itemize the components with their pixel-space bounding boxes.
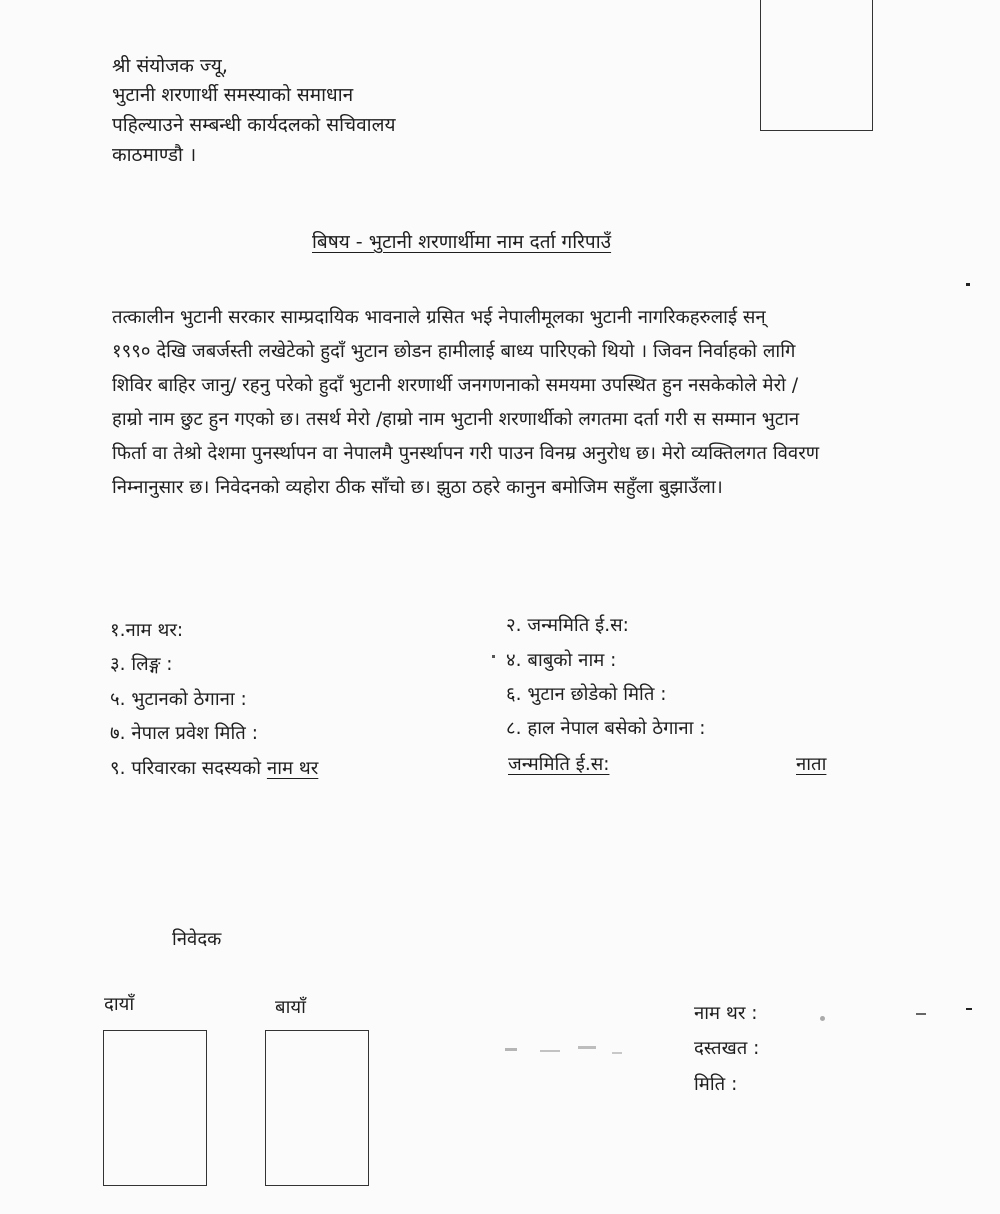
left-thumbprint-box: [265, 1030, 369, 1186]
field-nepal-address: ८. हाल नेपाल बसेको ठेगाना :: [506, 718, 706, 739]
field-father-name: ४. बाबुको नाम :: [506, 650, 617, 671]
scan-speck: [612, 1052, 622, 1054]
body-line: फिर्ता वा तेश्रो देशमा पुनर्स्थापन वा नेपालमै पुनर्स्थापन गरी पाउन विनम्र अनुरोध छ। मेरो व्यक्तिलगत विवरण: [112, 443, 820, 464]
right-thumb-label: दायाँ: [104, 994, 135, 1015]
scan-speck: [540, 1050, 560, 1052]
photo-box: [760, 0, 873, 131]
body-line: हाम्रो नाम छुट हुन गएको छ। तसर्थ मेरो /हाम्रो नाम भुटानी शरणार्थीको लगतमा दर्ता गरी स सम्मान भुटान: [112, 409, 800, 430]
family-name-column: नाम थर: [266, 758, 319, 779]
address-line-3: पहिल्याउने सम्बन्धी कार्यदलको सचिवालय: [112, 114, 396, 136]
scan-speck: [966, 283, 970, 286]
left-thumb-label: बायाँ: [275, 997, 306, 1018]
signature-label: दस्तखत :: [694, 1038, 760, 1059]
scan-speck: [966, 1008, 972, 1010]
field-gender: ३. लिङ्ग :: [110, 654, 173, 675]
body-line: निम्नानुसार छ। निवेदनको व्यहोरा ठीक साँचो छ। झुठा ठहरे कानुन बमोजिम सहुँला बुझाउँला।: [112, 477, 723, 498]
scan-speck: [578, 1046, 596, 1049]
applicant-name-label: नाम थर :: [694, 1003, 758, 1024]
field-left-bhutan-date: ६. भुटान छोडेको मिति :: [506, 684, 667, 705]
field-nepal-entry-date: ७. नेपाल प्रवेश मिति :: [110, 723, 258, 744]
scan-speck: [820, 1016, 825, 1021]
body-line: १९९० देखि जबर्जस्ती लखेटेको हुदाँ भुटान छोडन हामीलाई बाध्य पारिएको थियो । जिवन निर्वाहको लागि: [112, 341, 796, 362]
scan-speck: [492, 655, 495, 658]
applicant-label: निवेदक: [172, 929, 222, 950]
address-line-1: श्री संयोजक ज्यू,: [112, 55, 228, 77]
right-thumbprint-box: [103, 1030, 207, 1186]
address-line-4: काठमाण्डौ ।: [112, 144, 197, 166]
field-name: १.नाम थर:: [110, 620, 184, 641]
body-line: शिविर बाहिर जानु/ रहनु परेको हुदाँ भुटानी शरणार्थी जनगणनाको समयमा उपस्थित हुन नसकेकोले मेरो /: [112, 375, 799, 396]
address-line-2: भुटानी शरणार्थी समस्याको समाधान: [112, 84, 354, 106]
field-family-members: [110, 755, 318, 780]
family-relation-column: नाता: [796, 754, 827, 775]
body-line: तत्कालीन भुटानी सरकार साम्प्रदायिक भावनाले ग्रसित भई नेपालीमूलका भुटानी नागरिकहरुलाई सन्: [112, 307, 766, 328]
field-bhutan-address: ५. भुटानको ठेगाना :: [110, 689, 247, 710]
scan-speck: [916, 1013, 926, 1015]
family-members-label: ९. परिवारका सदस्यको: [110, 758, 262, 779]
family-dob-column: जन्ममिति ई.स:: [508, 754, 610, 775]
date-label: मिति :: [694, 1074, 738, 1095]
subject-heading: बिषय - भुटानी शरणार्थीमा नाम दर्ता गरिपाउँ: [312, 231, 612, 253]
scan-speck: [505, 1048, 517, 1051]
field-dob: २. जन्ममिति ई.स:: [506, 615, 629, 636]
